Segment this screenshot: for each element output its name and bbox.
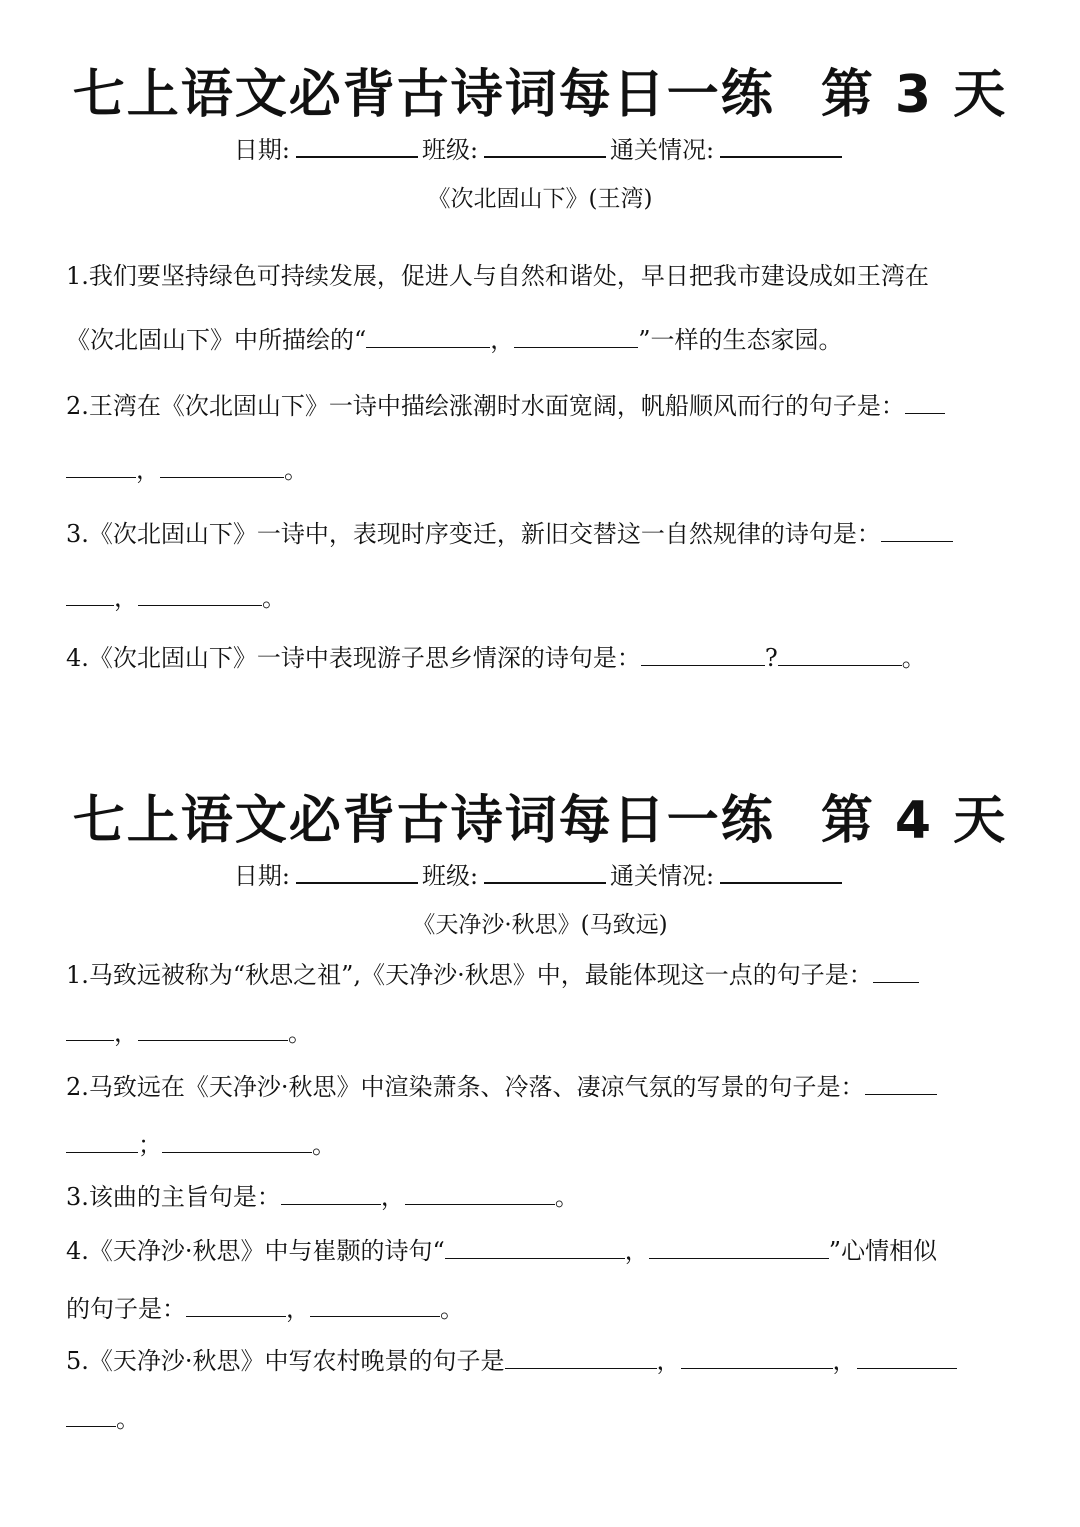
answer-blank[interactable] (66, 583, 114, 606)
end-mark: 。 (440, 1295, 464, 1323)
question-text: 的句子是： (66, 1295, 186, 1323)
separator: ， (624, 1237, 649, 1265)
question-1 (66, 244, 1014, 372)
question-4 (66, 1222, 1014, 1338)
poem-heading: 《次北固山下》(王湾) (427, 186, 653, 212)
end-mark: 。 (554, 1183, 579, 1211)
question-3 (66, 502, 1014, 630)
answer-blank[interactable] (681, 1346, 833, 1369)
student-info-row (0, 132, 1080, 168)
answer-blank[interactable] (649, 1236, 829, 1259)
question-text: 2.马致远在《天净沙·秋思》中渲染萧条、冷落、凄凉气氛的写景的句子是： (66, 1073, 865, 1101)
end-mark: 。 (312, 1131, 336, 1159)
question-text: 5.《天净沙·秋思》中写农村晚景的句子是 (66, 1347, 505, 1375)
question-text: 1.我们要坚持绿色可持续发展，促进人与自然和谐处，早日把我市建设成如王湾在 (66, 262, 929, 290)
answer-blank[interactable] (865, 1072, 937, 1095)
class-blank[interactable] (484, 132, 606, 158)
separator: ， (136, 456, 160, 484)
answer-blank[interactable] (138, 1018, 288, 1041)
question-2 (66, 1058, 1014, 1174)
title-text: 七上语文必背古诗词每日一练 (72, 65, 775, 125)
end-mark: 。 (284, 456, 308, 484)
class-label: 班级: (421, 136, 479, 164)
separator: ， (380, 1183, 405, 1211)
separator: ， (286, 1295, 310, 1323)
separator: ， (114, 584, 138, 612)
answer-blank[interactable] (905, 391, 945, 414)
answer-blank[interactable] (445, 1236, 625, 1259)
date-label: 日期: (233, 136, 290, 164)
question-text: ”心情相似 (828, 1237, 938, 1265)
question-text: 《次北固山下》中所描绘的“ (66, 326, 367, 354)
answer-blank[interactable] (778, 643, 902, 666)
end-mark: 。 (116, 1405, 140, 1433)
separator: ； (138, 1131, 162, 1159)
separator: ， (114, 1019, 138, 1047)
student-info-row (0, 858, 1080, 894)
answer-blank[interactable] (366, 325, 490, 348)
answer-blank[interactable] (505, 1346, 657, 1369)
answer-blank[interactable] (514, 325, 638, 348)
separator: ， (490, 326, 515, 354)
poem-heading: 《天净沙·秋思》(马致远) (412, 912, 668, 938)
status-label: 通关情况: (610, 136, 715, 164)
worksheet-day-4 (0, 786, 1080, 942)
date-blank[interactable] (296, 132, 418, 158)
answer-blank[interactable] (857, 1346, 957, 1369)
answer-blank[interactable] (66, 455, 136, 478)
answer-blank[interactable] (881, 519, 953, 542)
answer-blank[interactable] (160, 455, 284, 478)
answer-blank[interactable] (281, 1182, 381, 1205)
question-text: 4.《次北固山下》一诗中表现游子思乡情深的诗句是： (66, 644, 641, 672)
question-text: 2.王湾在《次北固山下》一诗中描绘涨潮时水面宽阔，帆船顺风而行的句子是： (66, 392, 905, 420)
answer-blank[interactable] (405, 1182, 555, 1205)
question-text: 4.《天净沙·秋思》中与崔颢的诗句“ (66, 1237, 445, 1265)
answer-blank[interactable] (162, 1130, 312, 1153)
date-blank[interactable] (296, 858, 418, 884)
end-mark: 。 (901, 644, 926, 672)
answer-blank[interactable] (641, 643, 765, 666)
end-mark: 。 (262, 584, 286, 612)
status-label: 通关情况: (610, 862, 715, 890)
separator: ， (656, 1347, 681, 1375)
separator: ， (832, 1347, 857, 1375)
day-number: 第 3 天 (820, 65, 1008, 125)
answer-blank[interactable] (66, 1404, 116, 1427)
question-text: 3.该曲的主旨句是： (66, 1183, 281, 1211)
question-2 (66, 374, 1014, 502)
answer-blank[interactable] (873, 960, 919, 983)
answer-blank[interactable] (138, 583, 262, 606)
date-label: 日期: (233, 862, 290, 890)
status-blank[interactable] (720, 132, 842, 158)
class-label: 班级: (421, 862, 479, 890)
worksheet-title (0, 60, 1080, 130)
worksheet-day-3 (0, 60, 1080, 216)
title-text: 七上语文必背古诗词每日一练 (72, 791, 775, 851)
day-number: 第 4 天 (820, 791, 1008, 851)
answer-blank[interactable] (66, 1018, 114, 1041)
question-text: ”一样的生态家园。 (638, 326, 843, 354)
question-text: 3.《次北固山下》一诗中，表现时序变迁，新旧交替这一自然规律的诗句是： (66, 520, 881, 548)
worksheet-title (0, 786, 1080, 856)
answer-blank[interactable] (66, 1130, 138, 1153)
class-blank[interactable] (484, 858, 606, 884)
separator: ? (764, 644, 778, 672)
question-1 (66, 946, 1014, 1062)
answer-blank[interactable] (310, 1294, 440, 1317)
end-mark: 。 (288, 1019, 312, 1047)
question-text: 1.马致远被称为“秋思之祖”,《天净沙·秋思》中，最能体现这一点的句子是： (66, 961, 873, 989)
question-5 (66, 1332, 1014, 1448)
status-blank[interactable] (720, 858, 842, 884)
answer-blank[interactable] (186, 1294, 286, 1317)
question-4 (66, 626, 1014, 690)
question-3 (66, 1168, 1014, 1226)
